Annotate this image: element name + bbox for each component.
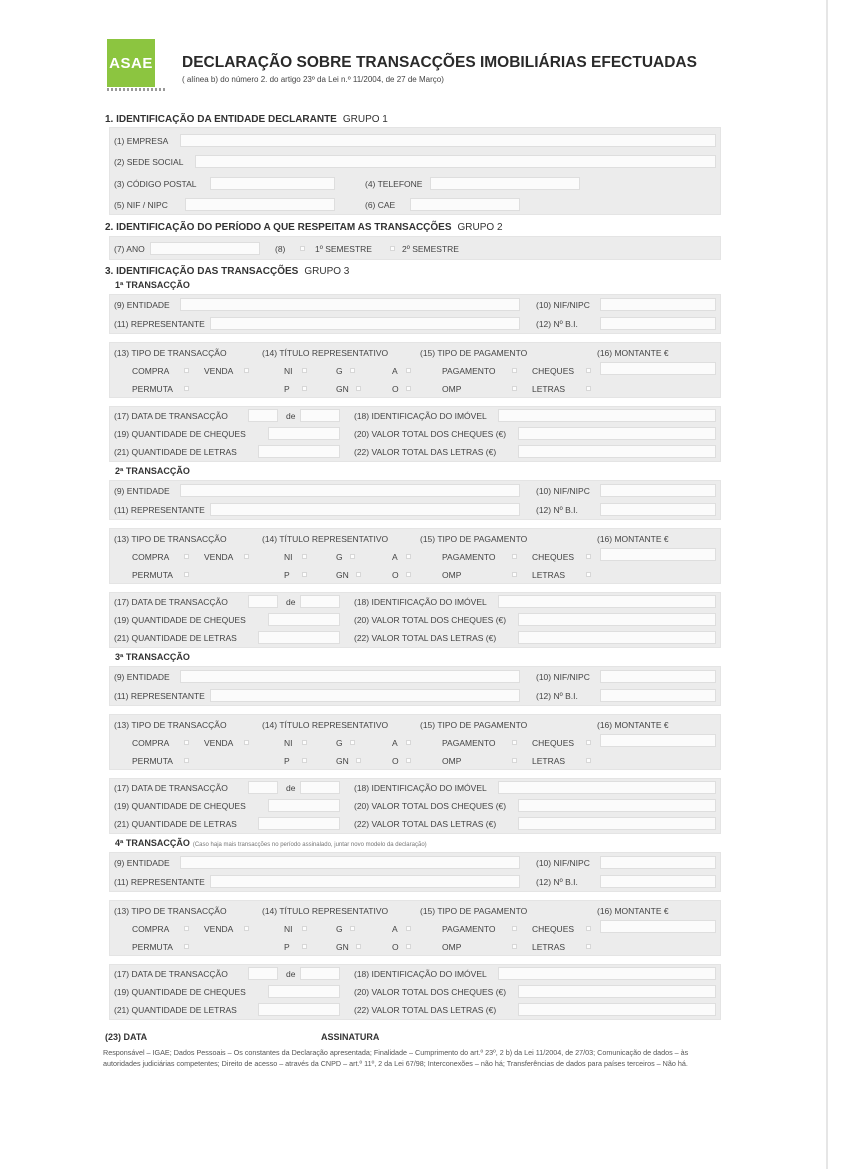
section3-group: GRUPO 3 [304,266,350,277]
o-label: O [392,942,399,952]
vletras-field[interactable] [518,445,716,458]
nif-nipc-field[interactable] [600,484,716,497]
imovel-label: (18) IDENTIFICAÇÃO DO IMÓVEL [354,969,487,979]
a-label: A [392,924,398,934]
transaction-label [115,652,193,662]
venda-checkbox[interactable] [244,926,249,931]
day-field[interactable] [248,967,278,980]
ni-label: NI [284,552,293,562]
ni-label: NI [284,924,293,934]
entidade-label: (9) ENTIDADE [114,300,170,310]
section2-title [105,222,503,233]
page-edge [826,0,828,1169]
pagamento-type-label: (15) TIPO DE PAGAMENTO [420,534,528,544]
ni-checkbox[interactable] [302,554,307,559]
representante-label: (11) REPRESENTANTE [114,505,205,515]
telefone-field[interactable] [430,177,580,190]
pagamento-checkbox[interactable] [512,554,517,559]
logo-tagline [107,88,167,91]
qcheques-label: (19) QUANTIDADE DE CHEQUES [114,429,246,439]
a-checkbox[interactable] [406,368,411,373]
o-checkbox[interactable] [406,572,411,577]
gn-checkbox[interactable] [356,572,361,577]
section1-title [105,114,388,125]
vcheques-field[interactable] [518,985,716,998]
ano-field[interactable] [150,242,260,255]
form-subtitle: ( alínea b) do número 2. do artigo 23º da Lei n.º 11/2004, de 27 de Março) [182,75,444,84]
bi-field[interactable] [600,317,716,330]
type-panel [109,342,721,398]
pagamento-type-label: (15) TIPO DE PAGAMENTO [420,348,528,358]
entity-panel [109,480,721,520]
o-checkbox[interactable] [406,758,411,763]
month-field[interactable] [300,595,340,608]
month-field[interactable] [300,781,340,794]
venda-label: VENDA [204,552,234,562]
omp-checkbox[interactable] [512,758,517,763]
ni-checkbox[interactable] [302,740,307,745]
venda-checkbox[interactable] [244,740,249,745]
montante-label: (16) MONTANTE € [597,348,669,358]
qletras-label: (21) QUANTIDADE DE LETRAS [114,1005,237,1015]
nif-label: (5) NIF / NIPC [114,200,168,210]
compra-label: COMPRA [132,552,170,562]
p-label: P [284,756,290,766]
codigo-postal-field[interactable] [210,177,335,190]
cheques-checkbox[interactable] [586,926,591,931]
g-label: G [336,924,343,934]
privacy-footnote: Responsável – IGAE; Dados Pessoais – Os constantes da Declaração apresentada; Finalidade – Cumprimento do art.º 23º, 2 b) da Lei 11/2004, de 27/03; Comunicação de dados – às autoridades judiciárias competentes; Direito de acesso – através da CNPD – art.º 11º, 2 da Lei 67/98; Interconexões – não há; Transferências de dados para países terceiros – Não há. [103,1048,689,1068]
titulo-label: (14) TÍTULO REPRESENTATIVO [262,720,389,730]
p-checkbox[interactable] [302,758,307,763]
type-panel [109,900,721,956]
compra-label: COMPRA [132,924,170,934]
a-checkbox[interactable] [406,740,411,745]
qcheques-field[interactable] [268,985,340,998]
date-label: (23) DATA [105,1032,148,1042]
transaction-title: 2ª TRANSACÇÃO [115,466,190,476]
nif-nipc-field[interactable] [600,856,716,869]
entidade-field[interactable] [180,484,520,497]
p-checkbox[interactable] [302,572,307,577]
permuta-checkbox[interactable] [184,386,189,391]
details-panel [109,778,721,834]
representante-label: (11) REPRESENTANTE [114,691,205,701]
p-checkbox[interactable] [302,944,307,949]
o-label: O [392,384,399,394]
montante-label: (16) MONTANTE € [597,906,669,916]
transaction-label [115,838,427,848]
nif-nipc-field[interactable] [600,298,716,311]
pagamento-checkbox[interactable] [512,740,517,745]
nif-nipc-label: (10) NIF/NIPC [536,858,590,868]
vcheques-field[interactable] [518,427,716,440]
letras-checkbox[interactable] [586,944,591,949]
codigo-postal-label: (3) CÓDIGO POSTAL [114,179,197,189]
imovel-label: (18) IDENTIFICAÇÃO DO IMÓVEL [354,783,487,793]
permuta-label: PERMUTA [132,384,173,394]
day-field[interactable] [248,409,278,422]
p-label: P [284,570,290,580]
pagamento-checkbox[interactable] [512,368,517,373]
o-checkbox[interactable] [406,386,411,391]
vcheques-label: (20) VALOR TOTAL DOS CHEQUES (€) [354,987,507,997]
p-label: P [284,942,290,952]
pagamento-label: PAGAMENTO [442,924,496,934]
pagamento-label: PAGAMENTO [442,552,496,562]
letras-checkbox[interactable] [586,758,591,763]
vletras-label: (22) VALOR TOTAL DAS LETRAS (€) [354,447,497,457]
venda-checkbox[interactable] [244,554,249,559]
data-label: (17) DATA DE TRANSACÇÃO [114,411,228,421]
a-checkbox[interactable] [406,554,411,559]
period-number-label: (8) [275,244,286,254]
de-label: de [286,411,296,421]
montante-field[interactable] [600,548,716,561]
ni-checkbox[interactable] [302,368,307,373]
representante-label: (11) REPRESENTANTE [114,877,205,887]
de-label: de [286,597,296,607]
vletras-label: (22) VALOR TOTAL DAS LETRAS (€) [354,633,497,643]
venda-label: VENDA [204,924,234,934]
entity-panel [109,852,721,892]
permuta-checkbox[interactable] [184,572,189,577]
cheques-label: CHEQUES [532,924,575,934]
qletras-label: (21) QUANTIDADE DE LETRAS [114,819,237,829]
transaction-note: (Caso haja mais transacções no período assinalado, juntar novo modelo da declaração) [192,842,427,848]
cheques-label: CHEQUES [532,366,575,376]
de-label: de [286,969,296,979]
details-panel [109,964,721,1020]
bi-label: (12) Nº B.I. [536,319,578,329]
p-checkbox[interactable] [302,386,307,391]
empresa-label: (1) EMPRESA [114,136,169,146]
form-title: DECLARAÇÃO SOBRE TRANSACÇÕES IMOBILIÁRIAS EFECTUADAS [182,54,697,71]
semester1-label: 1º SEMESTRE [315,244,372,254]
representante-label: (11) REPRESENTANTE [114,319,205,329]
vcheques-field[interactable] [518,613,716,626]
vletras-label: (22) VALOR TOTAL DAS LETRAS (€) [354,819,497,829]
de-label: de [286,783,296,793]
bi-label: (12) Nº B.I. [536,505,578,515]
qcheques-field[interactable] [268,427,340,440]
montante-field[interactable] [600,920,716,933]
o-checkbox[interactable] [406,944,411,949]
permuta-checkbox[interactable] [184,944,189,949]
section2-heading: 2. IDENTIFICAÇÃO DO PERÍODO A QUE RESPEITAM AS TRANSACÇÕES [105,222,452,233]
nif-nipc-field[interactable] [600,670,716,683]
bi-field[interactable] [600,875,716,888]
sede-label: (2) SEDE SOCIAL [114,157,184,167]
permuta-checkbox[interactable] [184,758,189,763]
form-header [103,35,723,95]
bi-field[interactable] [600,689,716,702]
transaction-title: 4ª TRANSACÇÃO [115,838,190,848]
entidade-field[interactable] [180,856,520,869]
imovel-field[interactable] [498,967,716,980]
p-label: P [284,384,290,394]
o-label: O [392,756,399,766]
a-label: A [392,366,398,376]
cheques-label: CHEQUES [532,552,575,562]
vletras-field[interactable] [518,1003,716,1016]
qcheques-label: (19) QUANTIDADE DE CHEQUES [114,987,246,997]
tipo-label: (13) TIPO DE TRANSACÇÃO [114,720,227,730]
tipo-label: (13) TIPO DE TRANSACÇÃO [114,906,227,916]
compra-checkbox[interactable] [184,554,189,559]
gn-checkbox[interactable] [356,758,361,763]
g-checkbox[interactable] [350,368,355,373]
venda-label: VENDA [204,738,234,748]
montante-field[interactable] [600,734,716,747]
entidade-label: (9) ENTIDADE [114,672,170,682]
day-field[interactable] [248,595,278,608]
omp-checkbox[interactable] [512,572,517,577]
a-label: A [392,552,398,562]
nif-nipc-label: (10) NIF/NIPC [536,672,590,682]
omp-label: OMP [442,756,462,766]
g-label: G [336,738,343,748]
omp-label: OMP [442,384,462,394]
letras-checkbox[interactable] [586,572,591,577]
compra-checkbox[interactable] [184,926,189,931]
qletras-label: (21) QUANTIDADE DE LETRAS [114,447,237,457]
vcheques-label: (20) VALOR TOTAL DOS CHEQUES (€) [354,429,507,439]
representante-field[interactable] [210,875,520,888]
letras-label: LETRAS [532,756,566,766]
cae-label: (6) CAE [365,200,396,210]
qcheques-label: (19) QUANTIDADE DE CHEQUES [114,615,246,625]
semester2-checkbox[interactable] [390,246,395,251]
vcheques-label: (20) VALOR TOTAL DOS CHEQUES (€) [354,801,507,811]
g-checkbox[interactable] [350,740,355,745]
titulo-label: (14) TÍTULO REPRESENTATIVO [262,534,389,544]
imovel-field[interactable] [498,595,716,608]
letras-label: LETRAS [532,942,566,952]
o-label: O [392,570,399,580]
pagamento-checkbox[interactable] [512,926,517,931]
telefone-label: (4) TELEFONE [365,179,423,189]
data-label: (17) DATA DE TRANSACÇÃO [114,597,228,607]
sede-field[interactable] [195,155,716,168]
data-label: (17) DATA DE TRANSACÇÃO [114,783,228,793]
gn-label: GN [336,570,349,580]
vletras-label: (22) VALOR TOTAL DAS LETRAS (€) [354,1005,497,1015]
gn-checkbox[interactable] [356,386,361,391]
data-label: (17) DATA DE TRANSACÇÃO [114,969,228,979]
pagamento-type-label: (15) TIPO DE PAGAMENTO [420,906,528,916]
qletras-field[interactable] [258,1003,340,1016]
empresa-field[interactable] [180,134,716,147]
representante-field[interactable] [210,317,520,330]
qcheques-label: (19) QUANTIDADE DE CHEQUES [114,801,246,811]
bi-label: (12) Nº B.I. [536,691,578,701]
qletras-field[interactable] [258,445,340,458]
representante-field[interactable] [210,503,520,516]
qletras-field[interactable] [258,631,340,644]
cheques-label: CHEQUES [532,738,575,748]
ni-label: NI [284,366,293,376]
permuta-label: PERMUTA [132,756,173,766]
compra-label: COMPRA [132,366,170,376]
details-panel [109,406,721,462]
vletras-field[interactable] [518,817,716,830]
qletras-field[interactable] [258,817,340,830]
pagamento-label: PAGAMENTO [442,738,496,748]
nif-field[interactable] [185,198,335,211]
gn-label: GN [336,384,349,394]
montante-field[interactable] [600,362,716,375]
bi-field[interactable] [600,503,716,516]
cheques-checkbox[interactable] [586,368,591,373]
imovel-label: (18) IDENTIFICAÇÃO DO IMÓVEL [354,411,487,421]
section3-heading: 3. IDENTIFICAÇÃO DAS TRANSACÇÕES [105,266,299,277]
entity-panel [109,666,721,706]
qcheques-field[interactable] [268,799,340,812]
nif-nipc-label: (10) NIF/NIPC [536,486,590,496]
vcheques-field[interactable] [518,799,716,812]
qcheques-field[interactable] [268,613,340,626]
qletras-label: (21) QUANTIDADE DE LETRAS [114,633,237,643]
semester2-label: 2º SEMESTRE [402,244,459,254]
permuta-label: PERMUTA [132,942,173,952]
transaction-label [115,280,193,290]
imovel-field[interactable] [498,781,716,794]
venda-checkbox[interactable] [244,368,249,373]
permuta-label: PERMUTA [132,570,173,580]
type-panel [109,714,721,770]
letras-label: LETRAS [532,384,566,394]
letras-label: LETRAS [532,570,566,580]
letras-checkbox[interactable] [586,386,591,391]
compra-checkbox[interactable] [184,740,189,745]
vletras-field[interactable] [518,631,716,644]
omp-label: OMP [442,942,462,952]
pagamento-type-label: (15) TIPO DE PAGAMENTO [420,720,528,730]
ni-label: NI [284,738,293,748]
imovel-label: (18) IDENTIFICAÇÃO DO IMÓVEL [354,597,487,607]
signature-label: ASSINATURA [321,1032,380,1042]
cae-field[interactable] [410,198,520,211]
titulo-label: (14) TÍTULO REPRESENTATIVO [262,348,389,358]
type-panel [109,528,721,584]
montante-label: (16) MONTANTE € [597,720,669,730]
section1-panel [109,127,721,215]
a-label: A [392,738,398,748]
a-checkbox[interactable] [406,926,411,931]
details-panel [109,592,721,648]
venda-label: VENDA [204,366,234,376]
cheques-checkbox[interactable] [586,554,591,559]
logo-text: ASAE [109,54,153,72]
asae-logo [107,39,155,87]
representante-field[interactable] [210,689,520,702]
gn-checkbox[interactable] [356,944,361,949]
entidade-label: (9) ENTIDADE [114,486,170,496]
semester1-checkbox[interactable] [300,246,305,251]
section2-panel [109,236,721,260]
transaction-title: 3ª TRANSACÇÃO [115,652,190,662]
tipo-label: (13) TIPO DE TRANSACÇÃO [114,534,227,544]
g-label: G [336,552,343,562]
ano-label: (7) ANO [114,244,145,254]
bi-label: (12) Nº B.I. [536,877,578,887]
section2-group: GRUPO 2 [457,222,503,233]
entidade-label: (9) ENTIDADE [114,858,170,868]
month-field[interactable] [300,967,340,980]
section1-group: GRUPO 1 [342,114,388,125]
g-checkbox[interactable] [350,926,355,931]
pagamento-label: PAGAMENTO [442,366,496,376]
g-label: G [336,366,343,376]
tipo-label: (13) TIPO DE TRANSACÇÃO [114,348,227,358]
vcheques-label: (20) VALOR TOTAL DOS CHEQUES (€) [354,615,507,625]
compra-label: COMPRA [132,738,170,748]
g-checkbox[interactable] [350,554,355,559]
entidade-field[interactable] [180,298,520,311]
omp-label: OMP [442,570,462,580]
entidade-field[interactable] [180,670,520,683]
imovel-field[interactable] [498,409,716,422]
month-field[interactable] [300,409,340,422]
section1-heading: 1. IDENTIFICAÇÃO DA ENTIDADE DECLARANTE [105,114,337,125]
section3-title [105,266,349,277]
gn-label: GN [336,756,349,766]
titulo-label: (14) TÍTULO REPRESENTATIVO [262,906,389,916]
entity-panel [109,294,721,334]
transaction-title: 1ª TRANSACÇÃO [115,280,190,290]
transaction-label [115,466,193,476]
montante-label: (16) MONTANTE € [597,534,669,544]
nif-nipc-label: (10) NIF/NIPC [536,300,590,310]
cheques-checkbox[interactable] [586,740,591,745]
day-field[interactable] [248,781,278,794]
gn-label: GN [336,942,349,952]
compra-checkbox[interactable] [184,368,189,373]
omp-checkbox[interactable] [512,944,517,949]
omp-checkbox[interactable] [512,386,517,391]
ni-checkbox[interactable] [302,926,307,931]
